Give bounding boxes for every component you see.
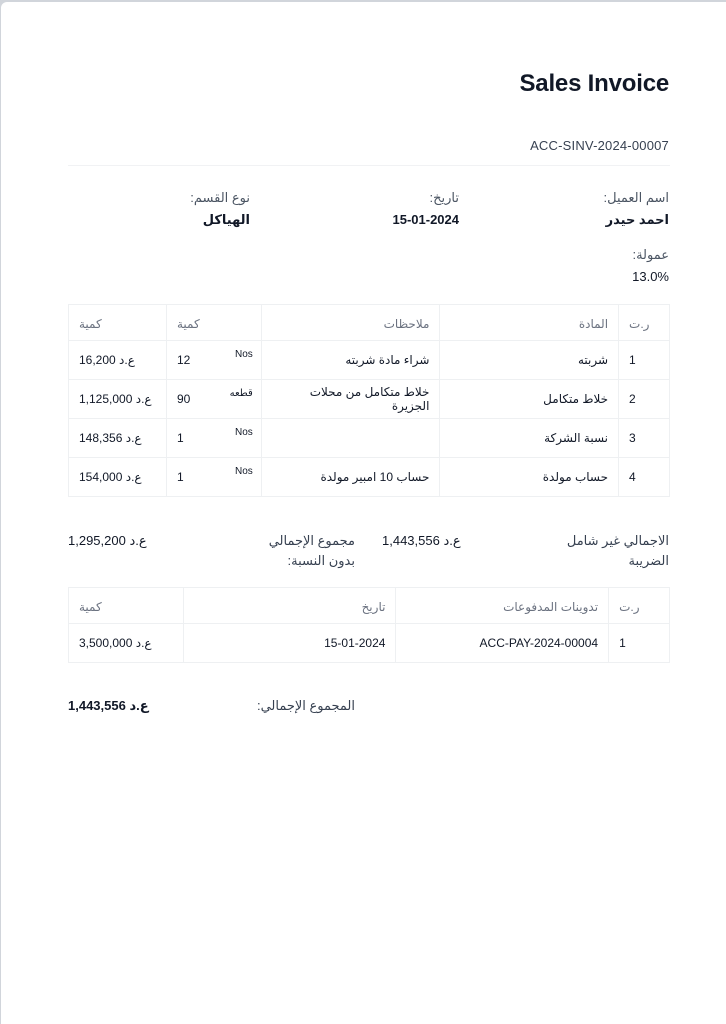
- row-uom: Nos: [234, 427, 253, 438]
- total-without-commission-label-line2: بدون النسبة:: [287, 553, 355, 568]
- row-notes: [261, 419, 440, 458]
- row-notes: حساب 10 امبير مولدة: [261, 458, 440, 497]
- table-row: [69, 419, 670, 458]
- row-index: 1: [609, 624, 670, 663]
- items-header-row: [69, 305, 670, 341]
- row-index: 3: [619, 419, 670, 458]
- commission-label: عمولة:: [632, 247, 669, 262]
- row-amount: ع.د 1,125,000: [79, 392, 152, 406]
- row-qty: 1: [176, 431, 184, 445]
- row-amount-cell: [69, 624, 184, 663]
- commission-value: 13.0%: [632, 269, 669, 284]
- items-table: [68, 304, 670, 497]
- date-label: تاريخ:: [429, 190, 459, 205]
- header-index: ر.ت: [619, 305, 670, 341]
- header-amount: كمية: [69, 588, 184, 624]
- total-without-commission-label: [269, 531, 355, 571]
- row-amount: ع.د 154,000: [79, 470, 142, 484]
- table-row: [69, 458, 670, 497]
- header-notes: ملاحظات: [261, 305, 440, 341]
- row-amount: ع.د 3,500,000: [79, 636, 152, 650]
- row-qty-cell: [166, 458, 261, 497]
- row-amount-cell: [69, 341, 167, 380]
- row-qty-cell: [166, 380, 261, 419]
- document-title: Sales Invoice: [519, 70, 669, 97]
- table-row: [69, 341, 670, 380]
- row-amount: ع.د 16,200: [79, 353, 135, 367]
- row-amount-cell: [69, 380, 167, 419]
- grand-total-value: ع.د 1,443,556: [68, 698, 149, 713]
- department-value: الهياكل: [202, 212, 250, 227]
- total-without-commission-value: ع.د 1,295,200: [68, 533, 147, 548]
- customer-value: احمد حيدر: [605, 212, 669, 227]
- row-amount-cell: [69, 458, 167, 497]
- row-item: نسبة الشركة: [440, 419, 619, 458]
- customer-field: [603, 190, 669, 228]
- table-row: [69, 624, 670, 663]
- net-total-label: [567, 531, 669, 571]
- row-item: حساب مولدة: [440, 458, 619, 497]
- row-index: 4: [619, 458, 670, 497]
- row-payment-entry[interactable]: ACC-PAY-2024-00004: [396, 624, 609, 663]
- department-field: [190, 190, 250, 228]
- row-uom: Nos: [234, 349, 253, 360]
- row-qty-cell: [166, 341, 261, 380]
- header-qty: كمية: [166, 305, 261, 341]
- payments-header-row: [69, 588, 670, 624]
- row-amount-cell: [69, 419, 167, 458]
- header-payment-entry: تدوينات المدفوعات: [396, 588, 609, 624]
- department-label: نوع القسم:: [190, 190, 250, 205]
- customer-label: اسم العميل:: [603, 190, 669, 205]
- row-index: 2: [619, 380, 670, 419]
- net-total-label-line2: الضريبة: [628, 553, 669, 568]
- row-qty-cell: [166, 419, 261, 458]
- invoice-number: ACC-SINV-2024-00007: [530, 138, 669, 153]
- payments-table: [68, 587, 670, 663]
- commission-field: [632, 247, 669, 285]
- header-divider: [68, 165, 670, 166]
- date-field: [393, 190, 460, 228]
- row-qty: 90: [176, 392, 191, 406]
- row-item: شربته: [440, 341, 619, 380]
- header-date: تاريخ: [183, 588, 396, 624]
- row-uom: قطعه: [229, 388, 253, 399]
- invoice-page: [1, 2, 726, 1024]
- grand-total-label: المجموع الإجمالي:: [256, 698, 355, 713]
- row-item: خلاط متكامل: [440, 380, 619, 419]
- table-row: [69, 380, 670, 419]
- row-date: 15-01-2024: [183, 624, 396, 663]
- row-index: 1: [619, 341, 670, 380]
- net-total-label-line1: الاجمالي غير شامل: [566, 533, 669, 548]
- row-qty: 12: [176, 353, 191, 367]
- row-qty: 1: [176, 470, 184, 484]
- header-amount: كمية: [69, 305, 167, 341]
- row-amount: ع.د 148,356: [79, 431, 142, 445]
- date-value: 15-01-2024: [392, 212, 459, 227]
- header-index: ر.ت: [609, 588, 670, 624]
- row-notes: شراء مادة شربته: [261, 341, 440, 380]
- row-notes: خلاط متكامل من محلات الجزيرة: [261, 380, 440, 419]
- header-item: المادة: [440, 305, 619, 341]
- net-total-value: ع.د 1,443,556: [382, 533, 461, 548]
- total-without-commission-label-line1: مجموع الإجمالي: [268, 533, 355, 548]
- row-uom: Nos: [234, 466, 253, 477]
